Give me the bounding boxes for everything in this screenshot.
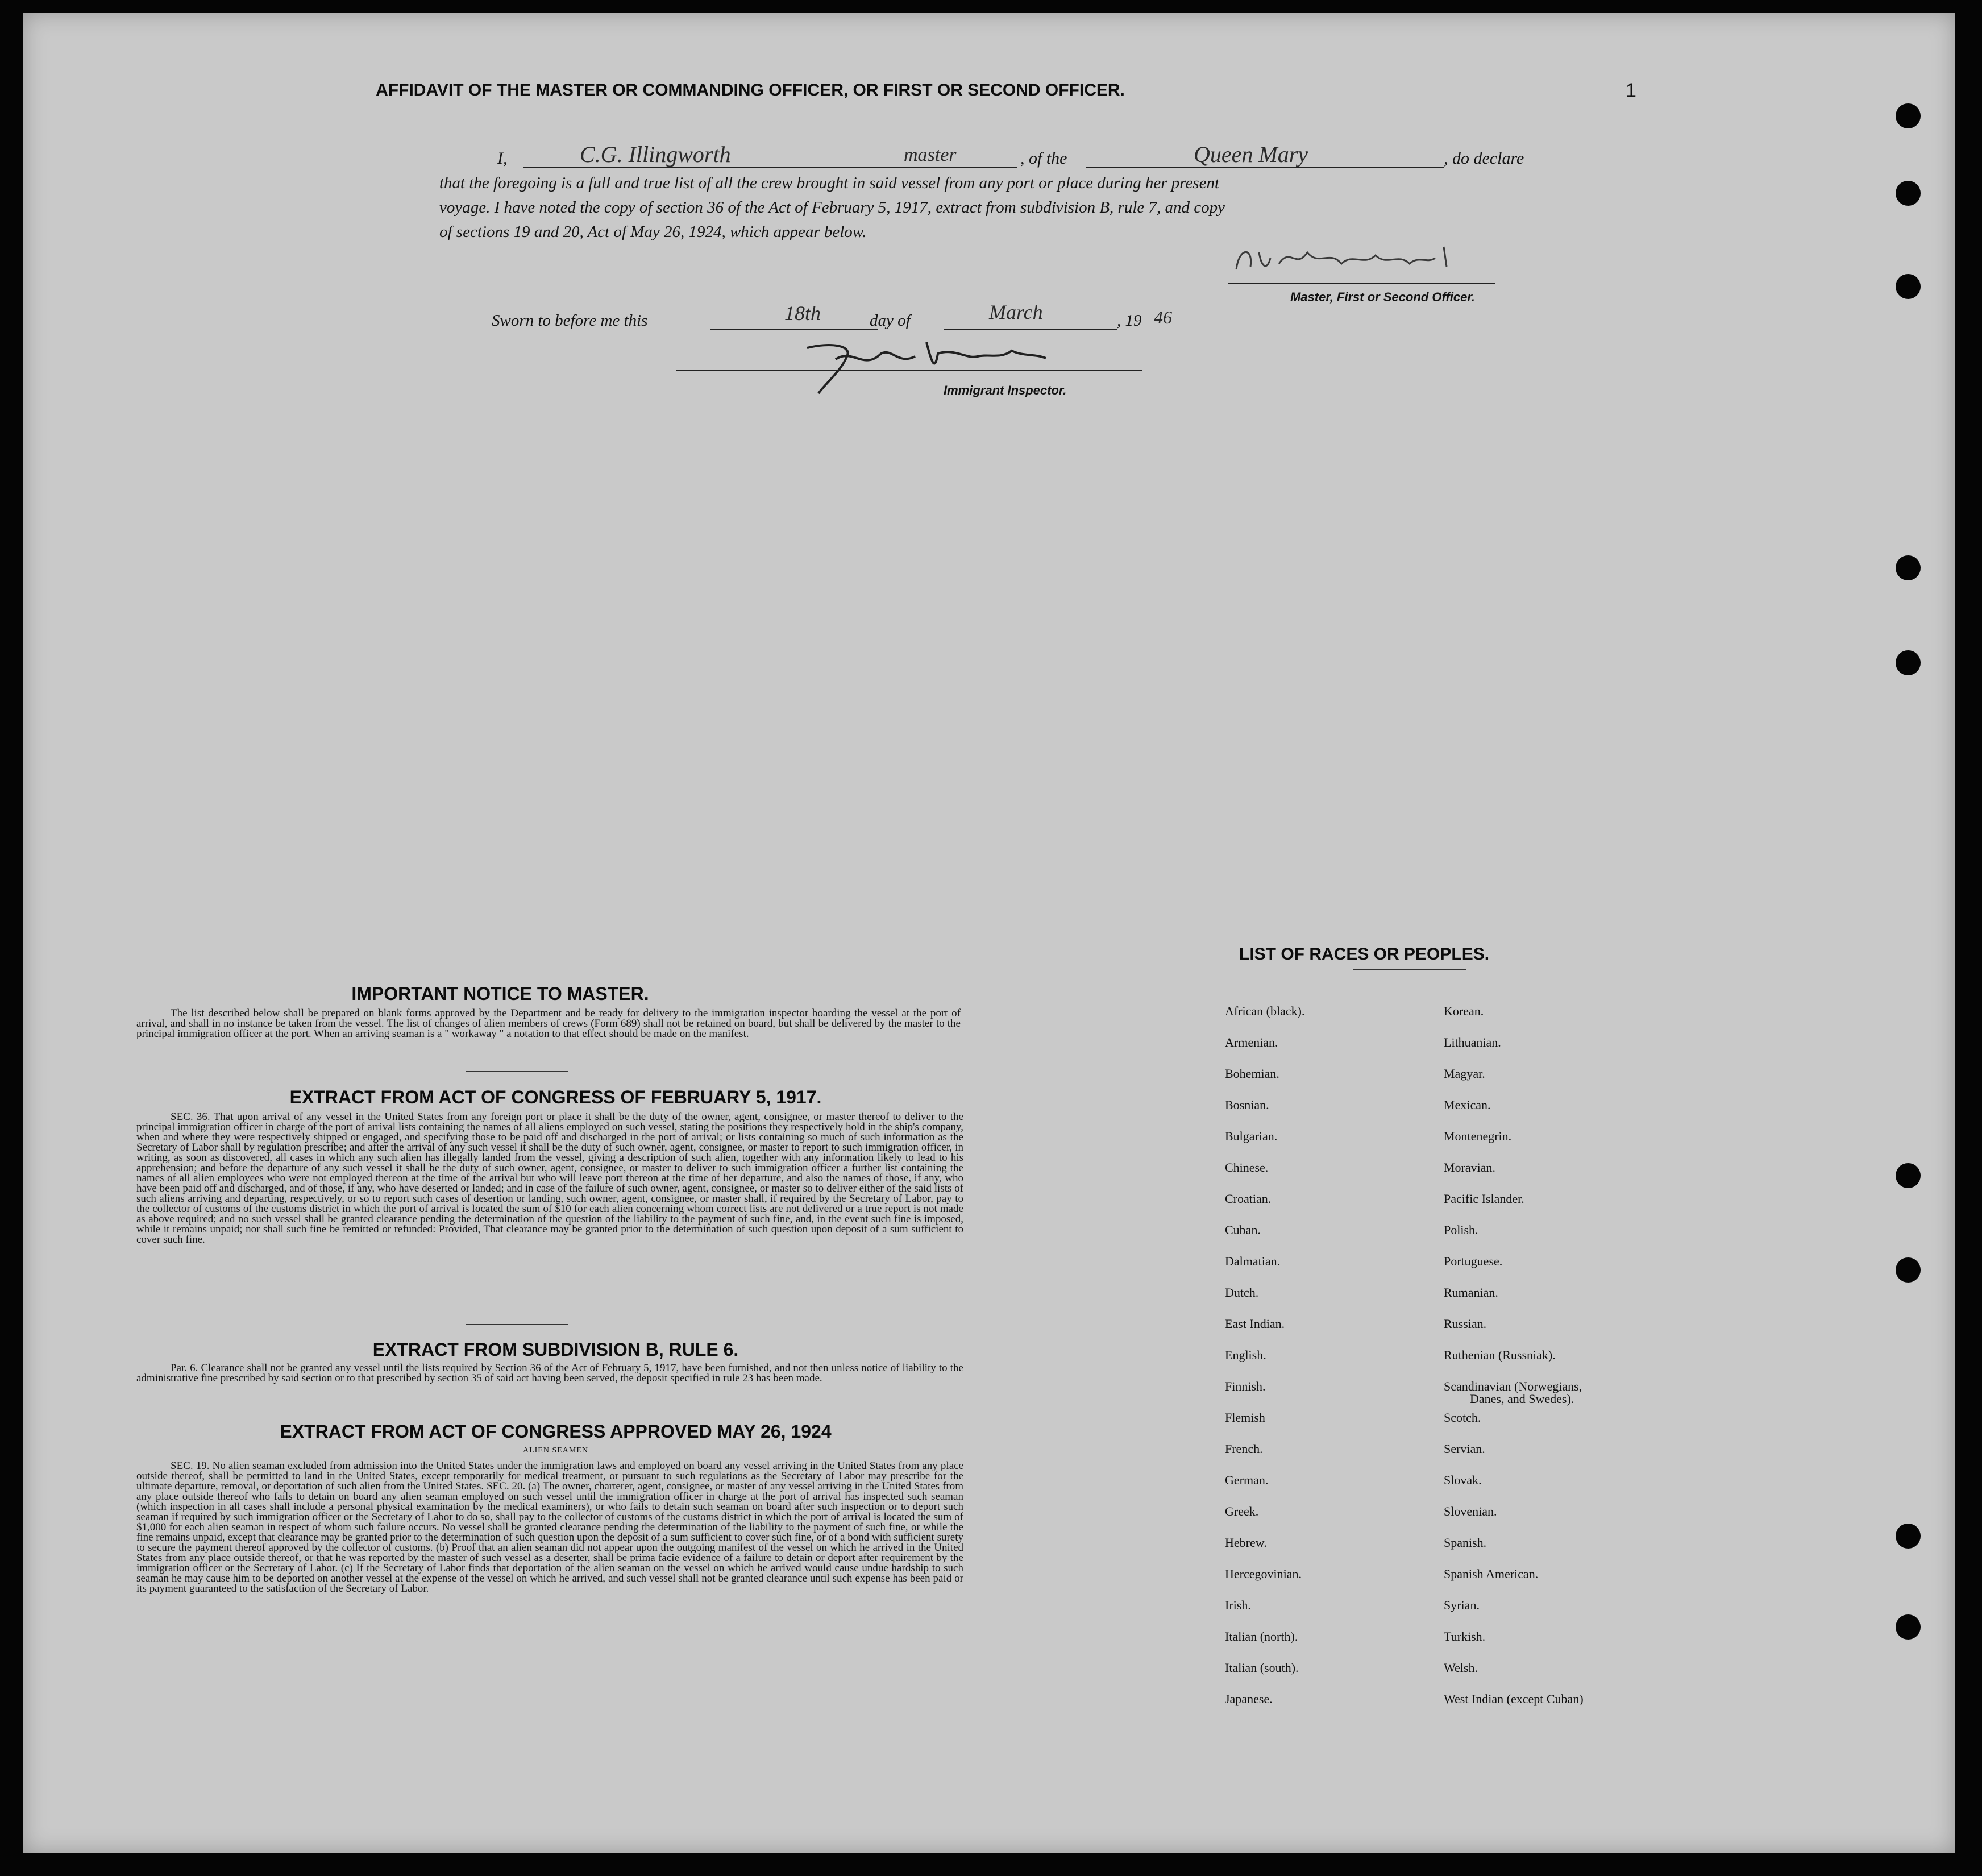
- master-signature: [1228, 235, 1489, 287]
- race-item: French.: [1225, 1442, 1263, 1456]
- extract-1924-subtitle: ALIEN SEAMEN: [522, 1446, 589, 1455]
- race-item: Rumanian.: [1444, 1285, 1498, 1300]
- race-item: Ruthenian (Russniak).: [1444, 1348, 1556, 1362]
- extract-1924-title: EXTRACT FROM ACT OF CONGRESS APPROVED MAY 26, 1924: [280, 1421, 832, 1442]
- race-item: Flemish: [1225, 1410, 1265, 1425]
- race-item: Korean.: [1444, 1004, 1484, 1018]
- inspector-signature-label: Immigrant Inspector.: [944, 383, 1067, 397]
- punch-hole-icon: [1896, 1524, 1921, 1549]
- punch-hole-icon: [1896, 103, 1921, 128]
- races-column-2: [1444, 1004, 1705, 1723]
- race-item: Servian.: [1444, 1442, 1485, 1456]
- notice-text: The list described below shall be prepared on blank forms approved by the Department and be ready for delivery to the immigration inspector boarding the vessel at the port of arrival, and shall in no instance be taken from the vessel. The list of changes of alien members of crews (Form 689) shall not be retained on board, but shall be delivered by the master to the principal immigration officer at the port. When an arriving seaman is a " workaway " a notation to that effect should be made on the manifest.: [136, 1007, 961, 1040]
- race-item: Dalmatian.: [1225, 1254, 1281, 1268]
- race-item: Greek.: [1225, 1504, 1259, 1518]
- race-item: Moravian.: [1444, 1160, 1496, 1174]
- affidavit-title: AFFIDAVIT OF THE MASTER OR COMMANDING OFFICER, OR FIRST OR SECOND OFFICER.: [376, 81, 1125, 99]
- race-item: Montenegrin.: [1444, 1129, 1512, 1143]
- affidavit-line3: voyage. I have noted the copy of section 36 of the Act of February 5, 1917, extract from subdivision B, rule 7, and copy: [439, 198, 1225, 217]
- day-of-label: day of: [870, 312, 911, 330]
- race-item: Croatian.: [1225, 1192, 1272, 1206]
- race-item: Pacific Islander.: [1444, 1192, 1524, 1206]
- race-item: Hebrew.: [1225, 1535, 1267, 1550]
- race-item: Japanese.: [1225, 1692, 1273, 1706]
- race-item: Scotch.: [1444, 1410, 1481, 1425]
- race-item: Armenian.: [1225, 1035, 1278, 1049]
- race-item: Spanish American.: [1444, 1567, 1539, 1581]
- punch-hole-icon: [1896, 274, 1921, 299]
- race-item: Hercegovinian.: [1225, 1567, 1302, 1581]
- race-item: Slovenian.: [1444, 1504, 1497, 1518]
- do-declare-label: , do declare: [1444, 149, 1524, 168]
- race-item: Bohemian.: [1225, 1066, 1279, 1081]
- document-page: [23, 13, 1955, 1853]
- race-item: Italian (south).: [1225, 1661, 1299, 1675]
- race-item: Dutch.: [1225, 1285, 1259, 1300]
- races-column-1: [1225, 1004, 1430, 1723]
- race-item: Chinese.: [1225, 1160, 1269, 1174]
- race-item: Bulgarian.: [1225, 1129, 1278, 1143]
- race-item: Finnish.: [1225, 1379, 1266, 1393]
- punch-hole-icon: [1896, 555, 1921, 580]
- race-item: Slovak.: [1444, 1473, 1482, 1487]
- notice-title: IMPORTANT NOTICE TO MASTER.: [351, 983, 649, 1004]
- rule6-text: Par. 6. Clearance shall not be granted any vessel until the lists required by Section 36 of the Act of February 5, 1917, have been furnished, and not then unless notice of liability to the administrative fine prescribed by said section or to that prescribed by section 35 of said act having been served, the deposit specified in rule 23 has been made.: [136, 1362, 963, 1384]
- race-item: Italian (north).: [1225, 1629, 1298, 1643]
- race-item-label: Scandinavian (Norwegians,: [1444, 1379, 1582, 1393]
- race-item: Welsh.: [1444, 1661, 1478, 1675]
- race-item: Mexican.: [1444, 1098, 1491, 1112]
- race-item: Bosnian.: [1225, 1098, 1269, 1112]
- master-signature-label: Master, First or Second Officer.: [1290, 290, 1475, 304]
- race-item: English.: [1225, 1348, 1266, 1362]
- vessel-name: Queen Mary: [1194, 142, 1308, 167]
- race-item: Cuban.: [1225, 1223, 1261, 1237]
- page-number: 1: [1626, 80, 1636, 101]
- sworn-month: March: [989, 301, 1043, 323]
- race-item: Magyar.: [1444, 1066, 1485, 1081]
- of-the-label: , of the: [1020, 149, 1067, 168]
- affidavit-line4: of sections 19 and 20, Act of May 26, 1924, which appear below.: [439, 223, 867, 241]
- race-item: Russian.: [1444, 1317, 1487, 1331]
- extract-1917-title: EXTRACT FROM ACT OF CONGRESS OF FEBRUARY 5, 1917.: [289, 1087, 822, 1107]
- rule6-title: EXTRACT FROM SUBDIVISION B, RULE 6.: [372, 1339, 739, 1360]
- race-item: Portuguese.: [1444, 1254, 1503, 1268]
- affidavit-line2: that the foregoing is a full and true list of all the crew brought in said vessel from any port or place during her present: [439, 174, 1220, 192]
- race-item-continuation: Danes, and Swedes).: [1470, 1392, 1574, 1406]
- affidavit-line1-prefix: I,: [497, 149, 508, 168]
- punch-hole-icon: [1896, 1614, 1921, 1640]
- race-item: Lithuanian.: [1444, 1035, 1501, 1049]
- race-item: West Indian (except Cuban): [1444, 1692, 1584, 1706]
- punch-hole-icon: [1896, 650, 1921, 675]
- extract-1924-text: SEC. 19. No alien seaman excluded from admission into the United States under the immigration laws and employed on board any vessel arriving in the United States from any place outside thereof, shall be permitted to land in the United States, except temporarily for medical treatment, or pursuant to such regulations as the Secretary of Labor may prescribe for the ultimate departure, removal, or deportation of such alien from the United States. SEC. 20. (a) The owner, charterer, agent, consignee, or master of any vessel arriving in the United States from any place outside thereof who fails to detain on board any alien seaman employed on such vessel until the immigration officer in charge at the port of arrival has inspected such seaman (which inspection in all cases shall include a personal physical examination by the medical examiners), or who fails to detain such seaman on board after such inspection or to deport such seaman if required by such immigration officer or the Secretary of Labor to do so, shall pay to the collector of customs of the customs district in which the port of arrival is located the sum of $1,000 for each alien seaman in respect of whom such failure occurs. No vessel shall be granted clearance pending the determination of the liability to the payment of such fine, or while the fine remains unpaid, except that clearance may be granted prior to the determination of such question upon the deposit of a sum sufficient to cover such fine, or of a bond with sufficient surety to secure the payment thereof approved by the collector of customs. (b) Proof that an alien seaman did not appear upon the outgoing manifest of the vessel on which he arrived in the United States from any place outside thereof, or that he was reported by the master of such vessel as a deserter, shall be prima facie evidence of a failure to detain or deport after requirement by the immigration officer or the Secretary of Labor. (c) If the Secretary of Labor finds that deportation of the alien seaman on the vessel on which he arrived would cause undue hardship to such seaman he may cause him to be deported on another vessel at the expense of the vessel on which he arrived, and such vessel shall not be granted clearance until such expense has been paid or its payment guaranteed to the satisfaction of the Secretary of Labor.: [136, 1460, 964, 1595]
- race-item: African (black).: [1225, 1004, 1305, 1018]
- race-item: German.: [1225, 1473, 1269, 1487]
- race-item: Syrian.: [1444, 1598, 1480, 1612]
- race-item: Spanish.: [1444, 1535, 1487, 1550]
- race-item: Polish.: [1444, 1223, 1478, 1237]
- sworn-year: 46: [1154, 307, 1172, 327]
- master-role: master: [904, 144, 957, 165]
- race-item: [1444, 1379, 1705, 1410]
- race-item: East Indian.: [1225, 1317, 1285, 1331]
- sworn-prefix: Sworn to before me this: [492, 312, 648, 330]
- extract-1917-text: SEC. 36. That upon arrival of any vessel in the United States from any foreign port or place it shall be the duty of the owner, agent, consignee, or master thereof to deliver to the principal immigration officer in charge of the port of arrival lists containing the names of all aliens employed on such vessel, stating the positions they respectively hold in the ship's company, when and where they were respectively shipped or engaged, and specifying those to be paid off and discharged in the port of arrival; or lists containing so much of such information as the Secretary of Labor shall by regulation prescribe; and after the arrival of any such vessel it shall be the duty of such owner, agent, consignee, or master to report to such immigration officer, in writing, as soon as discovered, all cases in which any such alien has illegally landed from the vessel, giving a description of such alien, together with any information likely to lead to his apprehension; and before the departure of any such vessel it shall be the duty of such owner, agent, consignee, or master to deliver to such immigration officer a further list containing the names of all alien employees who were not employed thereon at the time of the arrival but who will leave port thereon at the time of her departure, and also the names of those, if any, who have been paid off and discharged, and of those, if any, who have deserted or landed; and in case of the failure of such owner, agent, consignee, or master so to deliver either of the said lists of such aliens arriving and departing, respectively, or so to report such cases of desertion or landing, such owner, agent, consignee, or master shall, if required by the Secretary of Labor, pay to the collector of customs of the customs district in which the port of arrival is located the sum of $10 for each alien concerning whom correct lists are not delivered or a true report is not made as above required; and no such vessel shall be granted clearance pending the determination of the question of the liability to the payment of such fine, and, in the event such fine is imposed, while it remains unpaid; nor shall such fine be remitted or refunded: Provided, That clearance may be granted prior to the determination of such question upon deposit of a sum sufficient to cover such fine.: [136, 1111, 963, 1246]
- punch-hole-icon: [1896, 181, 1921, 206]
- race-item: Turkish.: [1444, 1629, 1486, 1643]
- punch-hole-icon: [1896, 1257, 1921, 1283]
- race-item: Irish.: [1225, 1598, 1251, 1612]
- sworn-day: 18th: [784, 302, 821, 325]
- races-title: LIST OF RACES OR PEOPLES.: [1239, 945, 1490, 964]
- year-prefix: , 19: [1117, 312, 1142, 330]
- punch-hole-icon: [1896, 1163, 1921, 1188]
- master-name: C.G. Illingworth: [580, 142, 731, 167]
